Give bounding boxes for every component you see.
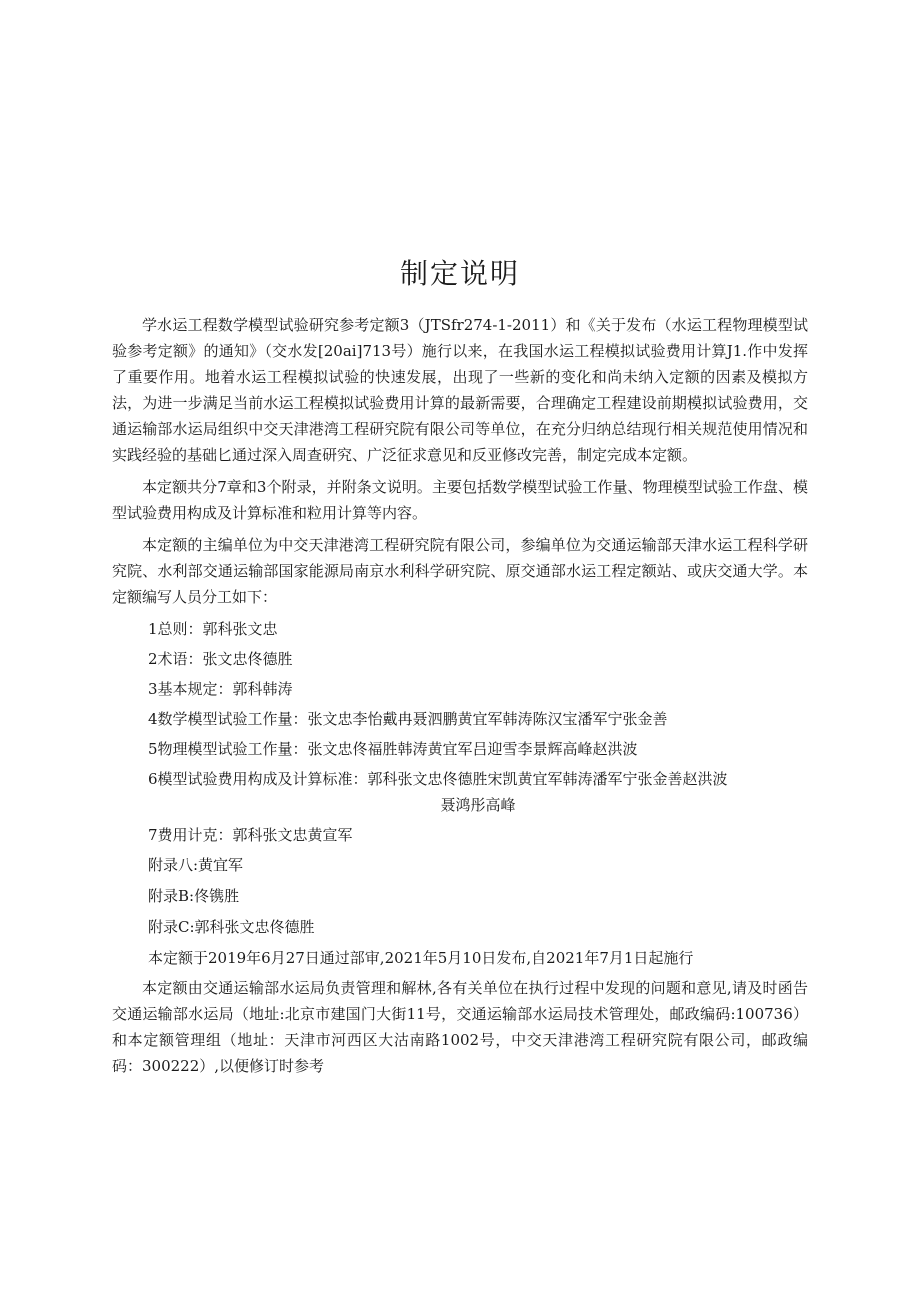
assignment-item-6-line1: 6模型试验费用构成及计算标准：郭科张文忠佟德胜宋凯黄宜军韩涛潘军宁张金善赵洪波 xyxy=(148,770,728,788)
assignment-item-1: 1总则：郭科张文忠 xyxy=(148,620,278,638)
appendix-a: 附录八:黄宜军 xyxy=(148,856,244,874)
appendix-c: 附录C:郭科张文忠佟德胜 xyxy=(148,918,315,936)
assignment-item-6-line2: 聂鸿彤高峰 xyxy=(440,796,516,814)
page-title: 制定说明 xyxy=(399,257,520,290)
assignment-item-6 xyxy=(112,766,808,818)
assignment-item-3: 3基本规定：郭科韩涛 xyxy=(148,680,293,698)
intro-paragraph: 学水运工程数学模型试验研究参考定额3（JTSfr274-1-2011）和《关于发布（水运工程物理模型试验参考定额》的通知》（交水发[20ai]713号）施行以来，在我国水运工程模拟试验费用计算J1.作中发挥了重要作用。地着水运工程模拟试验的快速发展，出现了一些新的变化和尚未纳入定额的因素及模拟方法，为进一步满足当前水运工程模拟试验费用计算的最新需要，合理确定工程建设前期模拟试验费用，交通运输部水运局组织中交天津港湾工程研究院有限公司等单位，在充分归纳总结现行相关规范使用情况和实践经验的基础匕通过深入周查研究、广泛征求意见和反亚修改完善，制定完成本定额。 xyxy=(112,316,808,464)
assignment-item-2: 2术语：张文忠佟德胜 xyxy=(148,650,293,668)
document-body xyxy=(112,312,808,1085)
appendix-b: 附录B:佟镌胜 xyxy=(148,887,240,905)
authors-paragraph: 本定额的主编单位为中交天津港湾工程研究院有限公司，参编单位为交通运输部天津水运工程科学研究院、水利部交通运输部国家能源局南京水利科学研究院、原交通部水运工程定额站、或庆交通大学。本定额编写人员分工如下： xyxy=(112,536,808,606)
structure-paragraph: 本定额共分7章和3个附录，并附条文说明。主要包括数学模型试验工作量、物理模型试验工作盘、模型试验费用构成及计算标准和粒用计算等内容。 xyxy=(112,478,808,522)
assignment-item-5: 5物理模型试验工作量：张文忠佟福胜韩涛黄宜军吕迎雪李景辉高峰赵洪波 xyxy=(148,740,638,758)
assignment-item-4: 4数学模型试验工作量：张文忠李怡戴冉聂泗鹏黄宜军韩涛陈汉宝潘军宁张金善 xyxy=(148,710,668,728)
effective-date: 本定额于2019年6月27日通过部审,2021年5月10日发布,自2021年7月1日起施行 xyxy=(148,949,694,967)
assignment-item-7: 7费用计克：郭科张文忠黄宣军 xyxy=(148,826,353,844)
contact-paragraph: 本定额由交通运输部水运局负责管理和解林,各有关单位在执行过程中发现的问题和意见,请及时函告交通运输部水运局（地址:北京市建国门大街11号，交通运输部水运局技术管理处，邮政编码:100736）和本定额管理组（地址：天津市河西区大沽南路1002号，中交天津港湾工程研究院有限公司，邮政编码：300222）,以便修订时参考 xyxy=(112,979,808,1075)
